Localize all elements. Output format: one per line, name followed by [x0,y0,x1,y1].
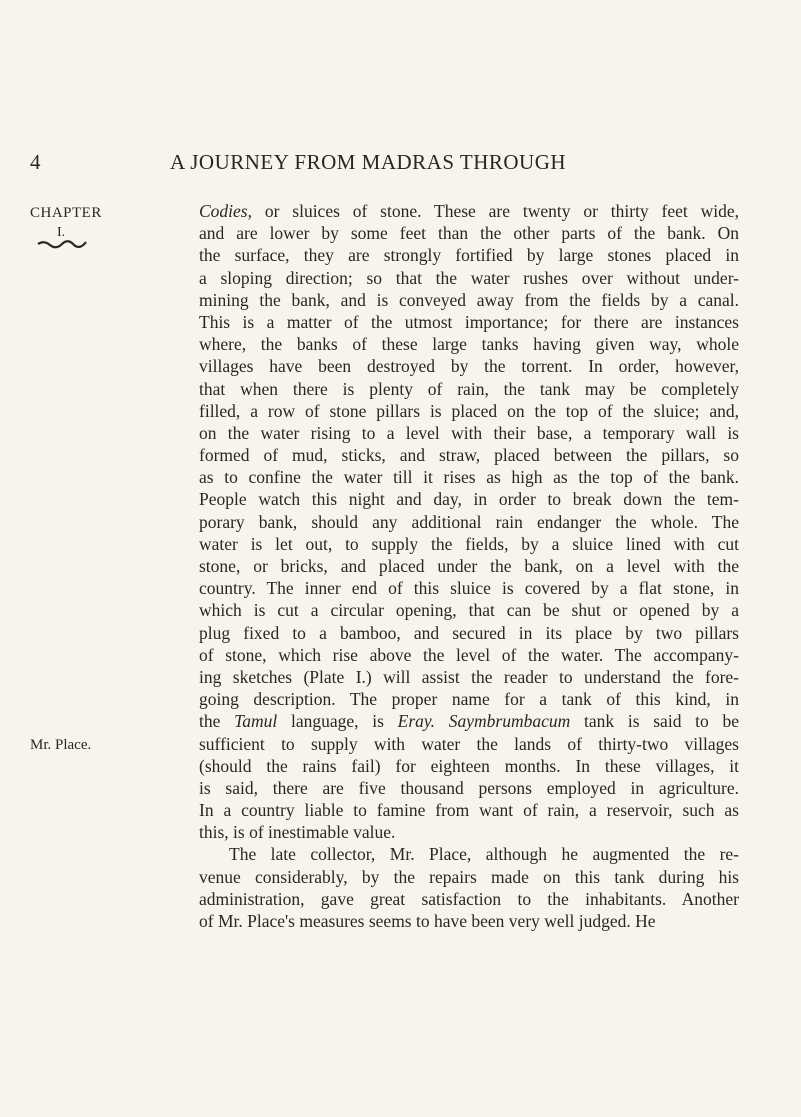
text-line: In a country liable to famine from want of rain, a reservoir, such as [199,800,739,821]
text-line: stone, or bricks, and placed under the bank, on a level with the [199,556,739,576]
text-line: as to confine the water till it rises as high as the top of the bank. [199,467,739,488]
flourish-ornament-icon [36,238,88,252]
text-line: filled, a row of stone pillars is placed on the top of the sluice; and, [199,400,739,421]
body-text [199,200,739,932]
text-line: the surface, they are strongly fortified by large stones placed in [199,245,739,266]
running-head: A JOURNEY FROM MADRAS THROUGH [170,150,567,174]
text-line: of stone, which rise above the level of the water. The accompany- [199,644,739,665]
text-line: sufficient to supply with water the lands of thirty-two villages [199,733,739,754]
text-line: country. The inner end of this sluice is covered by a flat stone, in [199,578,739,599]
chapter-number: I. [57,225,66,240]
text-line: where, the banks of these large tanks having given way, whole [199,334,739,355]
text-line: porary bank, should any additional rain endanger the whole. The [199,511,739,532]
text-line: This is a matter of the utmost importance; for there are instances [199,311,739,332]
text-line: is said, there are five thousand persons employed in agriculture. [199,777,739,798]
text-line: which is cut a circular opening, that can be shut or opened by a [199,600,739,621]
text-line: People watch this night and day, in order to break down the tem- [199,489,739,510]
text-line: this, is of inestimable value. [199,822,396,843]
text-line: and are lower by some feet than the other parts of the bank. On [199,223,739,244]
page-header [30,150,750,180]
text-line: mining the bank, and is conveyed away from the fields by a canal. [199,289,739,310]
text-line: that when there is plenty of rain, the tank may be completely [199,378,739,399]
text-line: going description. The proper name for a tank of this kind, in [199,689,739,710]
text-line: of Mr. Place's measures seems to have been very well judged. He [199,911,656,931]
text-line: ing sketches (Plate I.) will assist the reader to understand the fore- [199,666,739,687]
text-line: villages have been destroyed by the torrent. In order, however, [199,356,739,377]
text-line: plug fixed to a bamboo, and secured in its place by two pillars [199,622,739,643]
text-line: water is let out, to supply the fields, by a sluice lined with cut [199,533,739,554]
text-line: on the water rising to a level with their base, a temporary wall is [199,422,739,443]
text-line: the Tamul language, is Eray. Saymbrumbacum tank is said to be [199,711,740,732]
page-number: 4 [30,150,41,174]
text-line: a sloping direction; so that the water rushes over without under- [199,267,739,288]
text-line: administration, gave great satisfaction to the inhabitants. Another [199,888,739,909]
text-line: (should the rains fail) for eighteen months. In these villages, it [199,755,739,776]
chapter-label: CHAPTER [30,205,102,221]
text-line: Codies, or sluices of stone. These are twenty or thirty feet wide, [199,201,739,221]
text-line: venue considerably, by the repairs made on this tank during his [199,866,739,887]
text-line: The late collector, Mr. Place, although he augmented the re- [229,844,739,865]
side-note-mr-place: Mr. Place. [30,737,92,753]
text-line: formed of mud, sticks, and straw, placed between the pillars, so [199,445,739,466]
